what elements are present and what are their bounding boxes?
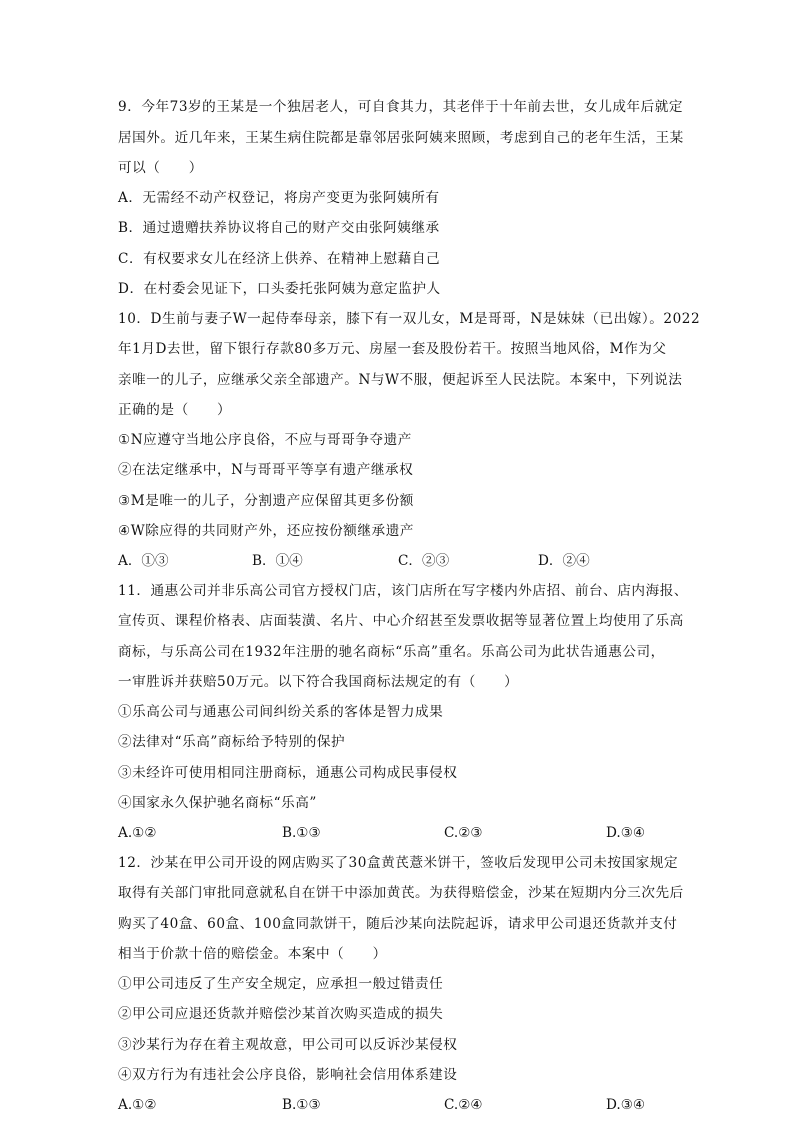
q10-statement-1: ①N应遵守当地公序良俗，不应与哥哥争夺遗产 bbox=[118, 432, 412, 448]
q12-choice-d: D.③④ bbox=[606, 1097, 646, 1113]
q12-stem-line-4: 相当于价款十倍的赔偿金。本案中（ ） bbox=[118, 946, 387, 962]
q10-stem-line-2: 年1月D去世，留下银行存款80多万元、房屋一套及股份若干。按照当地风俗，M作为父 bbox=[118, 341, 667, 357]
q12-choice-b: B.①③ bbox=[282, 1097, 321, 1113]
q11-statement-3: ③未经许可使用相同注册商标，通惠公司构成民事侵权 bbox=[118, 765, 458, 781]
q12-stem-line-1: 12．沙某在甲公司开设的网店购买了30盒黄芪薏米饼干，签收后发现甲公司未按国家规定 bbox=[118, 855, 679, 871]
q12-choice-a: A.①② bbox=[118, 1097, 157, 1113]
q11-statement-2: ②法律对“乐高”商标给予特别的保护 bbox=[118, 734, 346, 750]
q12-statement-4: ④双方行为有违社会公序良俗，影响社会信用体系建设 bbox=[118, 1067, 458, 1083]
q9-stem-line-2: 居国外。近几年来，王某生病住院都是靠邻居张阿姨来照顾，考虑到自己的老年生活，王某 bbox=[118, 130, 684, 146]
q11-stem-line-3: 商标，与乐高公司在1932年注册的驰名商标“乐高”重名。乐高公司为此状告通惠公司， bbox=[118, 644, 665, 660]
q9-option-d: D．在村委会见证下，口头委托张阿姨为意定监护人 bbox=[118, 281, 441, 297]
q9-option-a: A．无需经不动产权登记，将房产变更为张阿姨所有 bbox=[118, 190, 440, 206]
q10-statement-3: ③M是唯一的儿子，分割遗产应保留其更多份额 bbox=[118, 493, 414, 509]
q11-choice-a: A.①② bbox=[118, 825, 157, 841]
q10-stem-line-1: 10．D生前与妻子W一起侍奉母亲，膝下有一双儿女，M是哥哥，N是妹妹（已出嫁）。2022 bbox=[118, 311, 701, 327]
q10-choice-d: D．②④ bbox=[538, 553, 590, 569]
q11-stem-line-4: 一审胜诉并获赔50万元。以下符合我国商标法规定的有（ ） bbox=[118, 674, 519, 690]
q12-statement-1: ①甲公司违反了生产安全规定，应承担一般过错责任 bbox=[118, 976, 444, 992]
q11-stem-line-1: 11．通惠公司并非乐高公司官方授权门店，该门店所在写字楼内外店招、前台、店内海报、 bbox=[118, 583, 689, 599]
q11-statement-1: ①乐高公司与通惠公司间纠纷关系的客体是智力成果 bbox=[118, 704, 444, 720]
q11-choice-b: B.①③ bbox=[282, 825, 321, 841]
q12-stem-line-3: 购买了40盒、60盒、100盒同款饼干，随后沙某向法院起诉，请求甲公司退还货款并支付 bbox=[118, 916, 678, 932]
q10-choice-c: C．②③ bbox=[398, 553, 450, 569]
q10-choice-a: A．①③ bbox=[118, 553, 169, 569]
q9-option-c: C．有权要求女儿在经济上供养、在精神上慰藉自己 bbox=[118, 251, 441, 267]
q10-statement-2: ②在法定继承中，N与哥哥平等享有遗产继承权 bbox=[118, 462, 414, 478]
q9-option-b: B．通过遗赠扶养协议将自己的财产交由张阿姨继承 bbox=[118, 220, 440, 236]
q9-stem-line-1: 9．今年73岁的王某是一个独居老人，可自食其力，其老伴于十年前去世，女儿成年后就定 bbox=[118, 99, 684, 115]
q11-statement-4: ④国家永久保护驰名商标“乐高” bbox=[118, 795, 317, 811]
q10-statement-4: ④W除应得的共同财产外，还应按份额继承遗产 bbox=[118, 523, 414, 539]
q12-choice-c: C.②④ bbox=[444, 1097, 483, 1113]
q9-stem-line-3: 可以（ ） bbox=[118, 160, 203, 176]
q11-stem-line-2: 宣传页、课程价格表、店面装潢、名片、中心介绍甚至发票收据等显著位置上均使用了乐高 bbox=[118, 613, 684, 629]
q10-stem-line-3: 亲唯一的儿子，应继承父亲全部遗产。N与W不服，便起诉至人民法院。本案中，下列说法 bbox=[118, 372, 683, 388]
q12-stem-line-2: 取得有关部门审批同意就私自在饼干中添加黄芪。为获得赔偿金，沙某在短期内分三次先后 bbox=[118, 885, 684, 901]
q12-statement-3: ③沙某行为存在着主观故意，甲公司可以反诉沙某侵权 bbox=[118, 1037, 458, 1053]
q12-statement-2: ②甲公司应退还货款并赔偿沙某首次购买造成的损失 bbox=[118, 1006, 444, 1022]
q11-choice-d: D.③④ bbox=[606, 825, 646, 841]
q10-stem-line-4: 正确的是（ ） bbox=[118, 402, 232, 418]
q11-choice-c: C.②③ bbox=[444, 825, 483, 841]
q10-choice-b: B．①④ bbox=[252, 553, 303, 569]
